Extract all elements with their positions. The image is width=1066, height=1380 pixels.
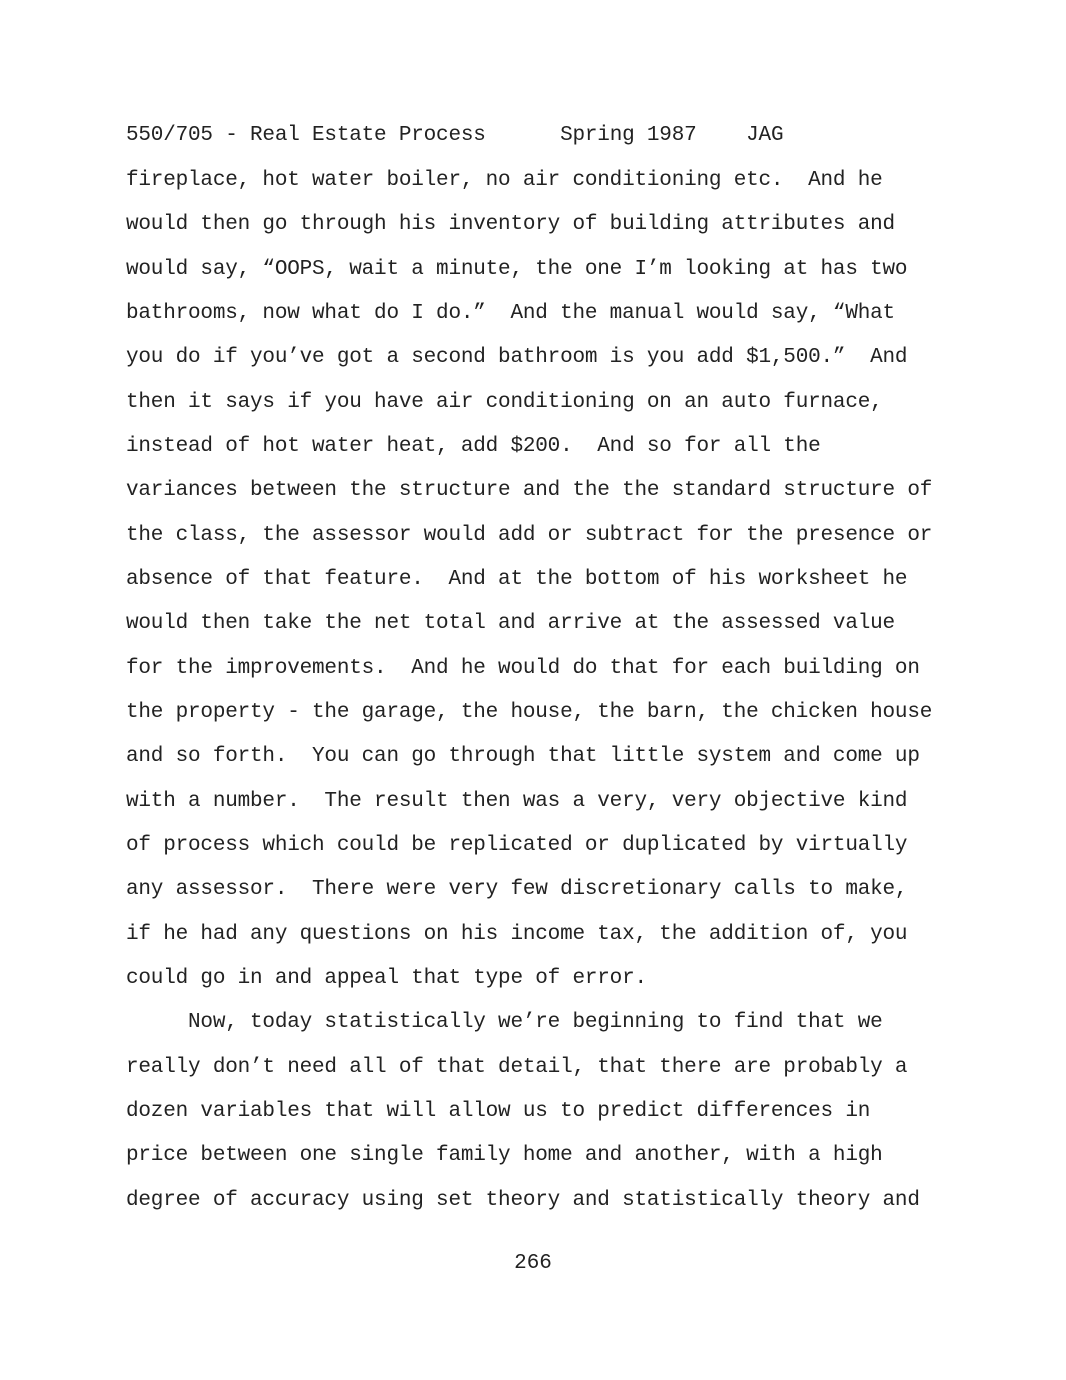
body-line: would then take the net total and arrive at the assessed value	[126, 612, 895, 635]
body-line: any assessor. There were very few discretionary calls to make,	[126, 878, 908, 901]
body-line: fireplace, hot water boiler, no air conditioning etc. And he	[126, 169, 883, 192]
body-line: price between one single family home and another, with a high	[126, 1144, 883, 1167]
body-line: really don’t need all of that detail, that there are probably a	[126, 1056, 908, 1079]
header-course: 550/705 - Real Estate Process	[126, 124, 486, 147]
body-line: dozen variables that will allow us to predict differences in	[126, 1100, 871, 1123]
body-line: bathrooms, now what do I do.” And the manual would say, “What	[126, 302, 895, 325]
header-initials: JAG	[746, 124, 784, 147]
body-line: variances between the structure and the the standard structure of	[126, 479, 933, 502]
body-line: Now, today statistically we’re beginning to find that we	[126, 1011, 883, 1034]
body-line: could go in and appeal that type of error.	[126, 967, 647, 990]
running-header	[126, 124, 783, 148]
body-line: the property - the garage, the house, the barn, the chicken house	[126, 701, 933, 724]
body-line: for the improvements. And he would do that for each building on	[126, 657, 920, 680]
body-line: you do if you’ve got a second bathroom is you add $1,500.” And	[126, 346, 908, 369]
page-number: 266	[514, 1252, 552, 1275]
body-line: instead of hot water heat, add $200. And so for all the	[126, 435, 821, 458]
body-line: would then go through his inventory of building attributes and	[126, 213, 895, 236]
body-line: degree of accuracy using set theory and statistically theory and	[126, 1189, 920, 1212]
body-line: with a number. The result then was a very, very objective kind	[126, 790, 908, 813]
body-line: of process which could be replicated or duplicated by virtually	[126, 834, 908, 857]
body-line: the class, the assessor would add or subtract for the presence or	[126, 524, 933, 547]
body-line: then it says if you have air conditioning on an auto furnace,	[126, 391, 883, 414]
body-line: would say, “OOPS, wait a minute, the one I’m looking at has two	[126, 258, 908, 281]
header-term: Spring 1987	[560, 124, 697, 147]
body-line: absence of that feature. And at the bottom of his worksheet he	[126, 568, 908, 591]
body-line: and so forth. You can go through that little system and come up	[126, 745, 920, 768]
body-line: if he had any questions on his income tax, the addition of, you	[126, 923, 908, 946]
